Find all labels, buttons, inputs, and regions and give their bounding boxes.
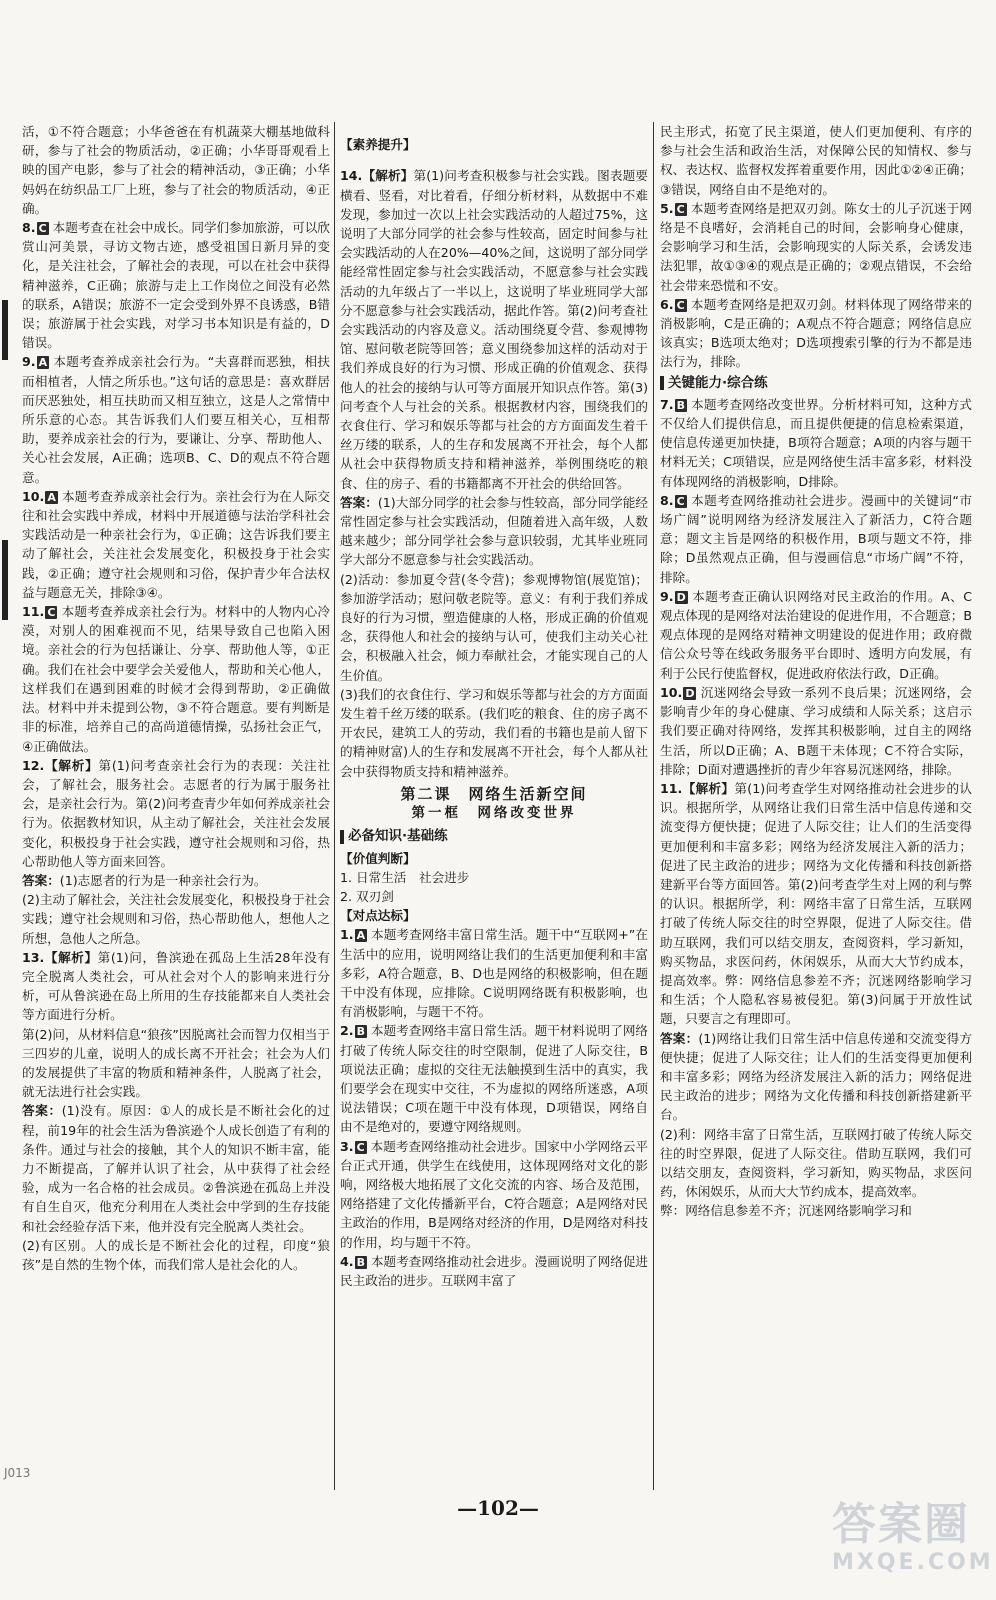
section-tag: 【解析】 xyxy=(362,168,414,184)
item-text: (1)志愿者的行为是一种亲社会行为。 xyxy=(59,872,267,888)
section-tag: 答案： xyxy=(22,872,60,888)
answer-badge: C xyxy=(676,202,685,216)
question-item xyxy=(340,493,648,570)
question-item xyxy=(660,295,972,372)
item-text: 本题考查网络是把双刃剑。陈女士的儿子沉迷于网络是不良嗜好，会消耗自己的时间，会影响身心健康，会影响学习和生活，会影响现实的人际关系，会诱发违法犯罪，故①③④的观点是正确的；②观点错误，不会给社会带来恐慌和不安。 xyxy=(660,200,972,293)
question-item xyxy=(340,1021,648,1136)
question-number: 12. xyxy=(22,757,45,773)
watermark-logo xyxy=(832,1499,994,1580)
section-tag: 【解析】 xyxy=(682,780,735,796)
question-item xyxy=(22,1236,330,1274)
column-divider-right xyxy=(653,122,654,1490)
question-item xyxy=(340,906,648,925)
item-text: 2. 双刃剑 xyxy=(340,888,394,904)
answer-badge: B xyxy=(356,1025,365,1039)
question-number: 2. xyxy=(340,1023,354,1039)
item-text: 本题考查网络是把双刃剑。材料体现了网络带来的消极影响，C是正确的；A观点不符合题意；网络信息应该真实；B选项太绝对；D选项搜索引擎的行为不都是违法行为，排除。 xyxy=(660,296,972,370)
section-bar-mark xyxy=(340,830,344,844)
section-tag: 【对点达标】 xyxy=(340,908,416,924)
question-number: 13. xyxy=(22,949,45,965)
question-item xyxy=(660,683,972,779)
column-middle xyxy=(340,122,648,1492)
item-text: 活，①不符合题意；小华爸爸在有机蔬菜大棚基地做科研，参与了社会的物质活动，②正确；小华哥哥观看上映的国产电影，参与了社会的精神活动，③正确；小华妈妈在纺织品工厂上班，参与了社会的物质活动，④正确。 xyxy=(22,124,330,216)
item-text: (2)主动了解社会，关注社会发展变化，积极投身于社会实践；遵守社会规则和习俗，热心帮助他人，想他人之所想，急他人之所急。 xyxy=(22,892,330,946)
question-item xyxy=(22,756,330,871)
question-number: 10. xyxy=(22,488,45,504)
section-tag: 【素养提升】 xyxy=(340,136,416,152)
section-tag: 【解析】 xyxy=(44,757,99,773)
section-heading-text: 关键能力·综合练 xyxy=(668,374,768,391)
answer-badge: A xyxy=(47,490,56,504)
item-text: (1)网络让我们日常生活中信息传递和交流变得方便快捷；促进了人际交往；让人们的生活变得更加便利和丰富多彩；网络为经济发展注入新的活力；网络促进民主政治的进步；网络为文化传播和科技创新搭建新平台。 xyxy=(660,1030,972,1123)
section-heading xyxy=(660,374,972,393)
item-text: 本题考查养成亲社会行为。亲社会行为在人际交往和社会实践中养成，材料中开展道德与法治学科社会实践活动是一种亲社会行为，①正确；这告诉我们要主动了解社会，关注社会发展变化，积极投身于社会实践，②正确；遵守社会规则和习俗，保护青少年合法权益与题意无关，排除③④。 xyxy=(22,488,330,600)
question-number: 8. xyxy=(22,220,36,236)
answer-badge: C xyxy=(38,222,47,236)
page-number: —102— xyxy=(457,1496,539,1520)
answer-badge: D xyxy=(676,590,686,604)
item-text: 本题考查在社会中成长。同学们参加旅游，可以欣赏山河美景，寻访文物古迹，感受祖国日新月异的变化，是关注社会，了解社会的表现，可以在社会中获得精神滋养，C正确；旅游与走上工作岗位之间没有必然的联系，A错误；旅游不一定会受到外界不良诱惑，B错误；旅游属于社会实践，对学习书本知识是有益的，D错误。 xyxy=(22,220,330,351)
question-item xyxy=(340,1252,648,1290)
item-text: 本题考查网络推动社会进步。漫画中的关键词“市场广阔”说明网络为经济发展注入了新活力，C符合题意；题文主旨是网络的积极作用，B项与题文不符，排除；D虽然观点正确，但与漫画信息“市场广阔”不符，排除。 xyxy=(660,492,972,585)
question-item xyxy=(340,849,648,868)
column-left xyxy=(22,122,330,1492)
section-tag: 答案： xyxy=(660,1030,699,1046)
question-number: 7. xyxy=(660,396,674,412)
item-text: 第(2)问，从材料信息“狼孩”因脱离社会而智力仅相当于三四岁的儿童，说明人的成长离不开社会；社会为人们的发展提供了丰富的物质和精神条件，人脱离了社会，就无法进行社会实践。 xyxy=(22,1026,330,1100)
item-text: (1)没有。原因：①人的成长是不断社会化的过程，前19年的社会生活为鲁滨逊个人成长创造了有利的条件。通过与社会的接触，其个人的知识不断丰富，能力不断提高，了解并认识了社会，从中获得了社会经验，成为一名合格的社会成员。②鲁滨逊在孤岛上并没有自生自灭，他充分利用在人类社会中学到的生存技能和社会经验存活下来，他并没有完全脱离人类社会。 xyxy=(22,1103,330,1234)
item-text: 本题考查网络推动社会进步。国家中小学网络云平台正式开通，供学生在线使用，这体现网络对文化的影响，网络极大地拓展了文化交流的内容、场合及范围，网络搭建了文化传播新平台，C符合题意；A是网络对民主政治的作用，B是网络对经济的作用，D是网络对科技的作用，均与题干不符。 xyxy=(340,1138,648,1250)
lesson-title: 第二课 网络生活新空间 xyxy=(400,784,588,803)
item-text: 第(1)问考查亲社会行为的表现：关注社会，了解社会，服务社会。志愿者的行为属于服务社会，是亲社会行为。第(2)问考查青少年如何养成亲社会行为。依据教材知识，从主动了解社会，关注社会发展变化，积极投身于社会实践，遵守社会规则和习俗，热心帮助他人等方面来回答。 xyxy=(22,757,330,869)
item-text: 本题考查正确认识网络对民主政治的作用。A、C观点体现的是网络对法治建设的促进作用，不合题意；B观点体现的是网络对精神文明建设的促进作用；政府微信公众号等在线政务服务平台即时、透明方向发展，有利于公民行使监督权，促进政府依法行政，D正确。 xyxy=(660,588,972,681)
answer-badge: A xyxy=(356,929,366,943)
question-item xyxy=(22,218,330,352)
question-number: 5. xyxy=(660,200,674,216)
question-number: 11. xyxy=(660,780,683,796)
item-text: 第(1)问考查学生对网络推动社会进步的认识。根据所学，从网络让我们日常生活中信息传递和交流变得方便快捷；促进了人际交往；让人们的生活变得更加便利和丰富多彩；网络为经济发展注入新的活力；促进了民主政治的进步；网络为文化传播和科技创新搭建新平台等方面回答。第(2)问考查学生对上网的利与弊的认识。根据所学，利：网络丰富了日常生活，互联网打破了传统人际交往的时空界限，促进了人际交往。借助互联网，我们可以结交朋友，查阅资料，学习新知，购买物品，求医问药，休闲娱乐，从而大大节约成本，提高效率。弊：网络信息参差不齐；沉迷网络影响学习和生活；个人隐私容易被侵犯。第(3)问属于开放性试题，只要言之有理即可。 xyxy=(660,780,972,1027)
question-item xyxy=(660,122,972,199)
answer-badge: D xyxy=(685,686,695,700)
question-item xyxy=(340,685,648,781)
item-text: 沉迷网络会导致一系列不良后果；沉迷网络，会影响青少年的身心健康、学习成绩和人际关系；这启示我们要正确对待网络，发挥其积极影响，过自主的网络生活，所以D正确；A、B题干未体现；C不符合实际，排除；D面对遭遇挫折的青少年容易沉迷网络，排除。 xyxy=(660,684,972,777)
item-text: (1)大部分同学的社会参与性较高，部分同学能经常性固定参与社会实践活动，但随着进入高年级，人数越来越少；部分同学社会参与意识较弱，尤其毕业班同学大部分不愿意参与社会实践活动。 xyxy=(340,494,648,568)
question-item xyxy=(660,779,972,1029)
question-number: 9. xyxy=(22,354,36,370)
question-item xyxy=(22,122,330,218)
item-text: 1. 日常生活 社会进步 xyxy=(340,869,470,885)
item-text: 弊：网络信息参差不齐；沉迷网络影响学习和 xyxy=(660,1203,912,1219)
column-right xyxy=(660,122,972,1492)
question-item xyxy=(340,887,648,906)
section-heading xyxy=(340,827,648,846)
answer-badge: A xyxy=(38,356,48,370)
item-text: 本题考查网络丰富日常生活。题干中“互联网+”在生活中的应用，说明网络让我们的生活更加便利和丰富多彩，A符合题意，B、D也是网络的积极影响，但在题干中没有体现，应排除。C说明网络既有积极影响，也有消极影响，与题干不符。 xyxy=(340,927,648,1020)
question-number: 6. xyxy=(660,296,674,312)
question-item xyxy=(22,1101,330,1235)
corner-code: J013 xyxy=(4,1466,31,1480)
question-item xyxy=(340,166,648,492)
item-text: 第(1)问考查积极参与社会实践。图表题要横看、竖看，对比着看，仔细分析材料，从数据中不难发现，参加过一次以上社会实践活动的人超过75%，这说明了大部分同学的社会参与性较高，固定时间参与社会实践活动的人在20%—40%之间，这说明了部分同学能经常性固定参与社会实践活动，不愿意参与社会实践活动的九年级占了一半以上，这说明了毕业班同学大部分不愿意参与社会实践活动，据此作答。第(2)问考查社会实践活动的内容及意义。活动围绕夏令营、参观博物馆、慰问敬老院等回答；意义围绕参加这样的活动对于我们养成良好的行为习惯、形成正确的价值观念、获得他人的社会的接纳与认可等方面展开知识点作答。第(3)问考查个人与社会的关系。根据教材内容，围绕我们的衣食住行、学习和娱乐等都与社会的方方面面发生着千丝万缕的联系，人的生存和发展离不开社会，每个人都从社会中获得物质支持和精神滋养，举例围绕吃的粮食、住的房子、看的书籍都离不开社会的供给回答。 xyxy=(340,168,648,491)
question-item xyxy=(22,487,330,602)
question-number: 10. xyxy=(660,684,683,700)
answer-badge: C xyxy=(356,1140,365,1154)
item-text: (2)有区别。人的成长是不断社会化的过程，印度“狼孩”是自然的生物个体，而我们常人是社会化的人。 xyxy=(22,1237,330,1272)
question-item xyxy=(660,1125,972,1202)
question-item xyxy=(22,890,330,948)
answer-badge: C xyxy=(47,606,56,620)
edge-mark xyxy=(2,300,8,360)
answer-badge: C xyxy=(676,298,685,312)
question-item xyxy=(22,948,330,1025)
question-item xyxy=(22,871,330,890)
section-tag: 答案： xyxy=(340,494,378,510)
watermark-small: MXQE.COM xyxy=(832,1550,994,1575)
question-number: 14. xyxy=(340,168,363,184)
item-text: 本题考查养成亲社会行为。材料中的人物内心冷漠，对别人的困难视而不见，结果导致自己也陷入困境。亲社会的行为包括谦让、分享、帮助他人等，①正确。我们在社会中要学会关爱他人，帮助和关心他人，这样我们在遇到困难的时候才会得到帮助，②正确做法。材料中并未提到公物，③不符合题意。要有判断是非的标准，培养自己的高尚道德情操，弘扬社会正气，④正确做法。 xyxy=(22,604,330,754)
question-item xyxy=(340,1137,648,1252)
column-divider-left xyxy=(334,122,335,1490)
question-number: 9. xyxy=(660,588,674,604)
question-number: 3. xyxy=(340,1138,354,1154)
question-number: 4. xyxy=(340,1253,354,1269)
edge-mark xyxy=(2,540,8,620)
item-text: (2)活动：参加夏令营(冬令营)；参观博物馆(展览馆)；参加游学活动；慰问敬老院等。意义：有利于我们养成良好的行为习惯，塑造健康的人格，形成正确的价值观念，获得他人和社会的接纳与认可，使我们主动关心社会，积极融入社会，倾力奉献社会，才能实现自己的人生价值。 xyxy=(340,571,648,683)
answer-badge: B xyxy=(676,398,685,412)
answer-badge: C xyxy=(676,494,685,508)
question-item xyxy=(660,395,972,491)
item-text: 民主形式，拓宽了民主渠道，使人们更加便利、有序的参与社会生活和政治生活，对保障公民的知情权、参与权、表达权、监督权发挥着重要作用，因此①②④正确；③错误，网络自由不是绝对的。 xyxy=(660,124,972,197)
item-text: (2)利：网络丰富了日常生活，互联网打破了传统人际交往的时空界限，促进了人际交往。借助互联网，我们可以结交朋友，查阅资料，学习新知，购买物品，求医问药，休闲娱乐，从而大大节约成本，提高效率。 xyxy=(660,1126,972,1200)
lesson-subtitle: 第一框 网络改变世界 xyxy=(411,805,577,822)
item-text: 本题考查网络推动社会进步。漫画说明了网络促进民主政治的进步。互联网丰富了 xyxy=(340,1253,648,1288)
question-item xyxy=(660,1201,972,1220)
question-number: 8. xyxy=(660,492,674,508)
answer-badge: B xyxy=(356,1255,365,1269)
question-item xyxy=(660,491,972,587)
question-item xyxy=(22,1025,330,1102)
question-number: 11. xyxy=(22,604,45,620)
question-item xyxy=(340,925,648,1021)
section-tag: 【解析】 xyxy=(44,949,98,965)
item-text: 本题考查养成亲社会行为。“夫喜群而恶独，相扶而相植者，人情之所乐也。”这句话的意思是：喜欢群居而厌恶独处，相互扶助而又相互独立，这是人之常情中所乐意的心态。其告诉我们人们要互相关心，互相帮助，要养成亲社会的行为，要谦让、分享、帮助他人、关心社会发展，A正确；选项B、C、D的观点不符合题意。 xyxy=(22,354,330,485)
question-item xyxy=(22,352,330,486)
question-item xyxy=(660,587,972,683)
question-number: 1. xyxy=(340,927,354,943)
section-tag: 答案： xyxy=(22,1103,62,1119)
section-bar-mark xyxy=(660,376,664,390)
question-item xyxy=(660,199,972,295)
item-text: 本题考查网络改变世界。分析材料可知，这种方式不仅给人们提供信息，而且提供便捷的信息检索渠道，使信息传递更加快捷，B项符合题意；A项的内容与题干材料无关；C项错误，应是网络使生活丰富多彩，材料没有体现网络的消极影响，D排除。 xyxy=(660,396,972,489)
item-text: (3)我们的衣食住行、学习和娱乐等都与社会的方方面面发生着千丝万缕的联系。(我们吃的粮食、住的房子离不开农民，建筑工人的劳动，我们看的书籍也是前人留下的精神财富)人的生存和发展离不开社会，每个人都从社会中获得物质支持和精神滋养。 xyxy=(340,686,648,779)
item-text: 本题考查网络丰富日常生活。题干材料说明了网络打破了传统人际交往的时空限制，促进了人际交往，B项说法正确；虚拟的交往无法触摸到生活中的真实，我们要学会在现实中交往，不为虚拟的网络所迷惑，A项说法错误；C项在题干中没有体现，D项错误，网络自由不是绝对的，要遵守网络规则。 xyxy=(340,1023,648,1135)
section-heading-text: 必备知识·基础练 xyxy=(348,828,448,845)
item-text: 第(1)问，鲁滨逊在孤岛上生活28年没有完全脱离人类社会，可从社会对个人的影响来进行分析，可从鲁滨逊在岛上所用的生存技能都来自人类社会等方面进行分析。 xyxy=(22,949,330,1023)
section-tag: 【价值判断】 xyxy=(340,850,416,866)
question-item xyxy=(660,1029,972,1125)
watermark-big: 答案圈 xyxy=(832,1499,970,1550)
question-item xyxy=(340,868,648,887)
question-item xyxy=(340,570,648,685)
question-item xyxy=(22,602,330,756)
